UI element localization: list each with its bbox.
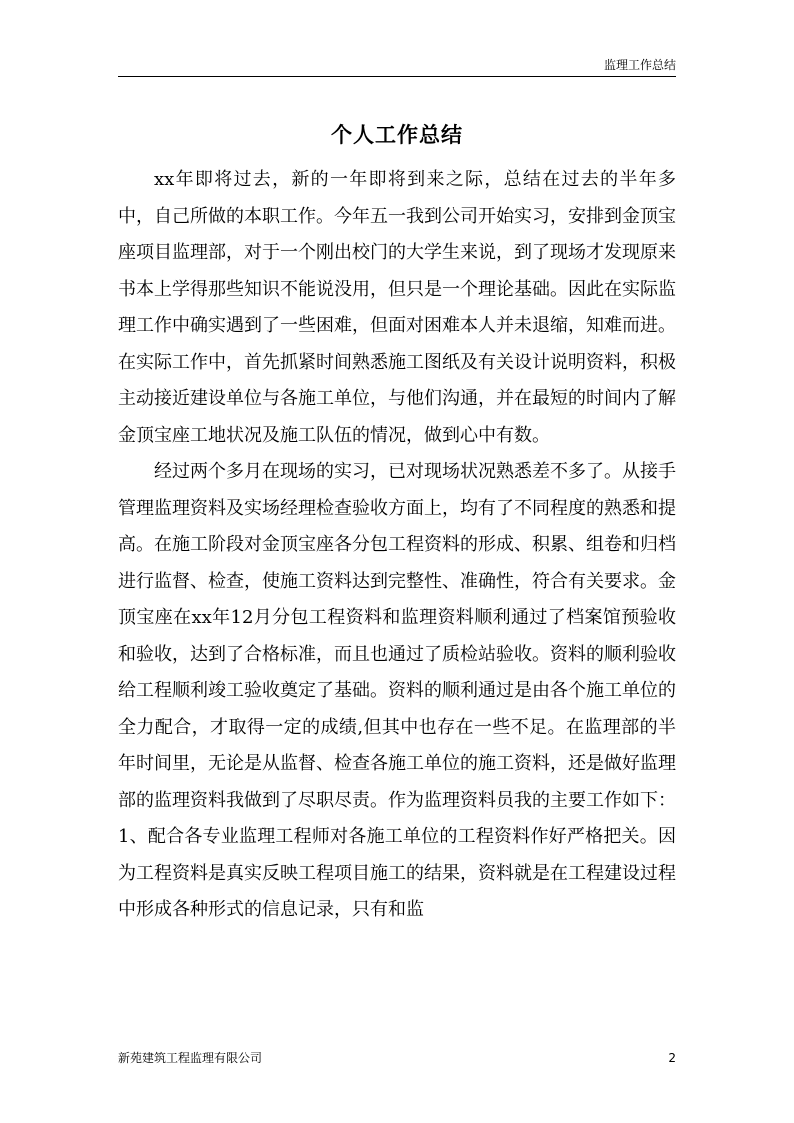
document-title: 个人工作总结 — [331, 122, 463, 147]
paragraph: xx年即将过去，新的一年即将到来之际，总结在过去的半年多中，自己所做的本职工作。今年五一我到公司开始实习，安排到金顶宝座项目监理部，对于一个刚出校门的大学生来说，到了现场才发现原来书本上学得那些知识不能说没用，但只是一个理论基础。因此在实际监理工作中确实遇到了一些困难，但面对困难本人并未退缩，知难而进。在实际工作中，首先抓紧时间熟悉施工图纸及有关设计说明资料，积极主动接近建设单位与各施工单位，与他们沟通，并在最短的时间内了解金顶宝座工地状况及施工队伍的情况，做到心中有数。 — [118, 169, 676, 446]
paragraph: 经过两个多月在现场的实习，已对现场状况熟悉差不多了。从接手管理监理资料及实场经理检查验收方面上，均有了不同程度的熟悉和提高。在施工阶段对金顶宝座各分包工程资料的形成、积累、组卷和归档进行监督、检查，使施工资料达到完整性、准确性，符合有关要求。金顶宝座在xx年12月分包工程资料和监理资料顺利通过了档案馆预验收和验收，达到了合格标准，而且也通过了质检站验收。资料的顺利验收给工程顺利竣工验收奠定了基础。资料的顺利通过是由各个施工单位的全力配合，才取得一定的成绩,但其中也存在一些不足。在监理部的半年时间里，无论是从监督、检查各施工单位的施工资料，还是做好监理部的监理资料我做到了尽职尽责。作为监理资料员我的主要工作如下：1、配合各专业监理工程师对各施工单位的工程资料作好严格把关。因为工程资料是真实反映工程项目施工的结果，资料就是在工程建设过程中形成各种形式的信息记录，只有和监 — [118, 461, 676, 920]
document-body — [118, 162, 676, 929]
header-title: 监理工作总结 — [603, 58, 676, 72]
header-divider — [118, 76, 676, 77]
footer-company-name: 新苑建筑工程监理有限公司 — [118, 1051, 263, 1065]
page-number: 2 — [668, 1051, 676, 1065]
